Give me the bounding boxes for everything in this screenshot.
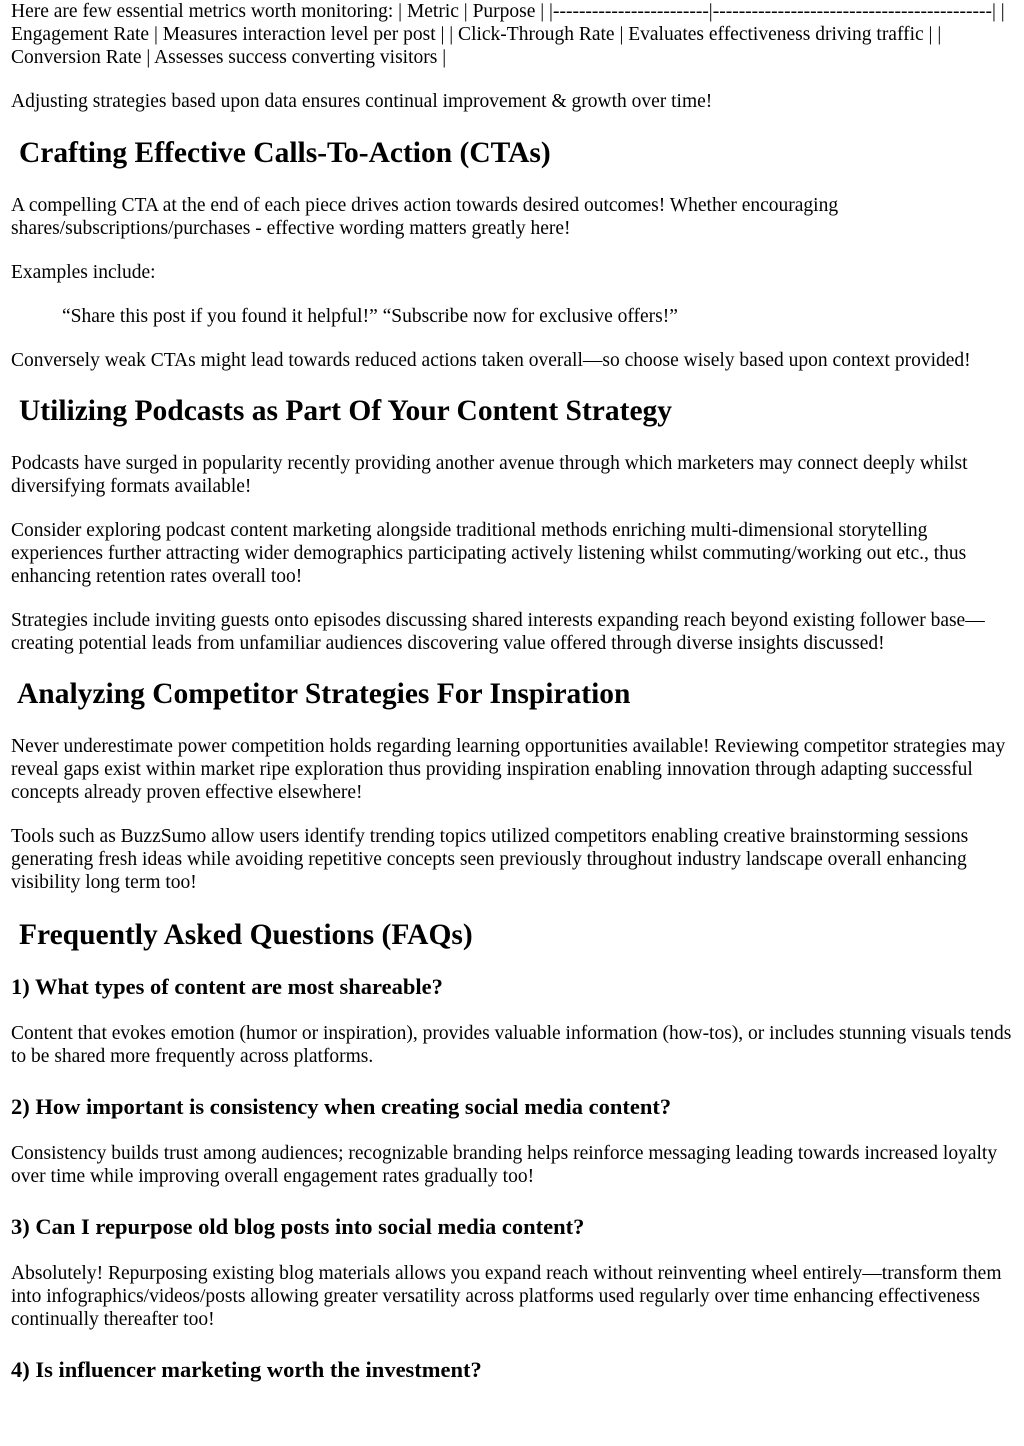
competitor-heading: Analyzing Competitor Strategies For Inspiration <box>17 678 631 710</box>
cta-examples-quote: “Share this post if you found it helpful!” “Subscribe now for exclusive offers!” <box>62 306 678 327</box>
metrics-table-text: Here are few essential metrics worth monitoring: | Metric | Purpose | |------------------------|-------------------------------------------| | Engagement Rate | Measures interaction level per post | | Click-Through Rate | Evaluates effectiveness driving traffic | | Conversion Rate | Assesses success converting visitors | <box>11 1 1005 68</box>
cta-paragraph-2: Conversely weak CTAs might lead towards reduced actions taken overall—so choose wisely based upon context provided! <box>11 350 971 371</box>
faq-question-3: 3) Can I repurpose old blog posts into social media content? <box>11 1214 585 1239</box>
podcast-heading: Utilizing Podcasts as Part Of Your Content Strategy <box>19 395 673 427</box>
faq-answer-2: Consistency builds trust among audiences; recognizable branding helps reinforce messaging leading towards increased loyalty over time while improving overall engagement rates gradually too! <box>11 1143 998 1187</box>
cta-paragraph-1: A compelling CTA at the end of each piece drives action towards desired outcomes! Whether encouraging shares/subscriptions/purchases - effective wording matters greatly here! <box>11 195 839 239</box>
faq-question-4: 4) Is influencer marketing worth the investment? <box>11 1357 482 1382</box>
podcast-paragraph-3: Strategies include inviting guests onto episodes discussing shared interests expanding reach beyond existing follower base—creating potential leads from unfamiliar audiences discovering value offered through diverse insights discussed! <box>11 610 985 654</box>
competitor-paragraph-1: Never underestimate power competition holds regarding learning opportunities available! Reviewing competitor strategies may reveal gaps exist within market ripe exploration thus providing inspiration enabling innovation through adapting successful concepts already proven effective elsewhere! <box>11 736 1006 803</box>
examples-label: Examples include: <box>11 262 156 283</box>
podcast-paragraph-1: Podcasts have surged in popularity recently providing another avenue through which marketers may connect deeply whilst diversifying formats available! <box>11 453 968 497</box>
competitor-paragraph-2: Tools such as BuzzSumo allow users identify trending topics utilized competitors enabling creative brainstorming sessions generating fresh ideas while avoiding repetitive concepts seen previously throughout industry landscape overall enhancing visibility long term too! <box>11 826 969 893</box>
faq-heading: Frequently Asked Questions (FAQs) <box>19 919 473 951</box>
faq-answer-3: Absolutely! Repurposing existing blog materials allows you expand reach without reinventing wheel entirely—transform them into infographics/videos/posts allowing greater versatility across platforms used regularly over time enhancing effectiveness continually thereafter too! <box>11 1263 1002 1330</box>
adjusting-paragraph: Adjusting strategies based upon data ensures continual improvement & growth over time! <box>11 91 713 112</box>
podcast-paragraph-2: Consider exploring podcast content marketing alongside traditional methods enriching multi-dimensional storytelling experiences further attracting wider demographics participating actively listening whilst commuting/working out etc., thus enhancing retention rates overall too! <box>11 520 967 587</box>
faq-question-1: 1) What types of content are most shareable? <box>11 974 443 999</box>
cta-heading: Crafting Effective Calls-To-Action (CTAs) <box>19 137 551 169</box>
faq-answer-1: Content that evokes emotion (humor or inspiration), provides valuable information (how-tos), or includes stunning visuals tends to be shared more frequently across platforms. <box>11 1023 1012 1067</box>
faq-question-2: 2) How important is consistency when creating social media content? <box>11 1094 672 1119</box>
